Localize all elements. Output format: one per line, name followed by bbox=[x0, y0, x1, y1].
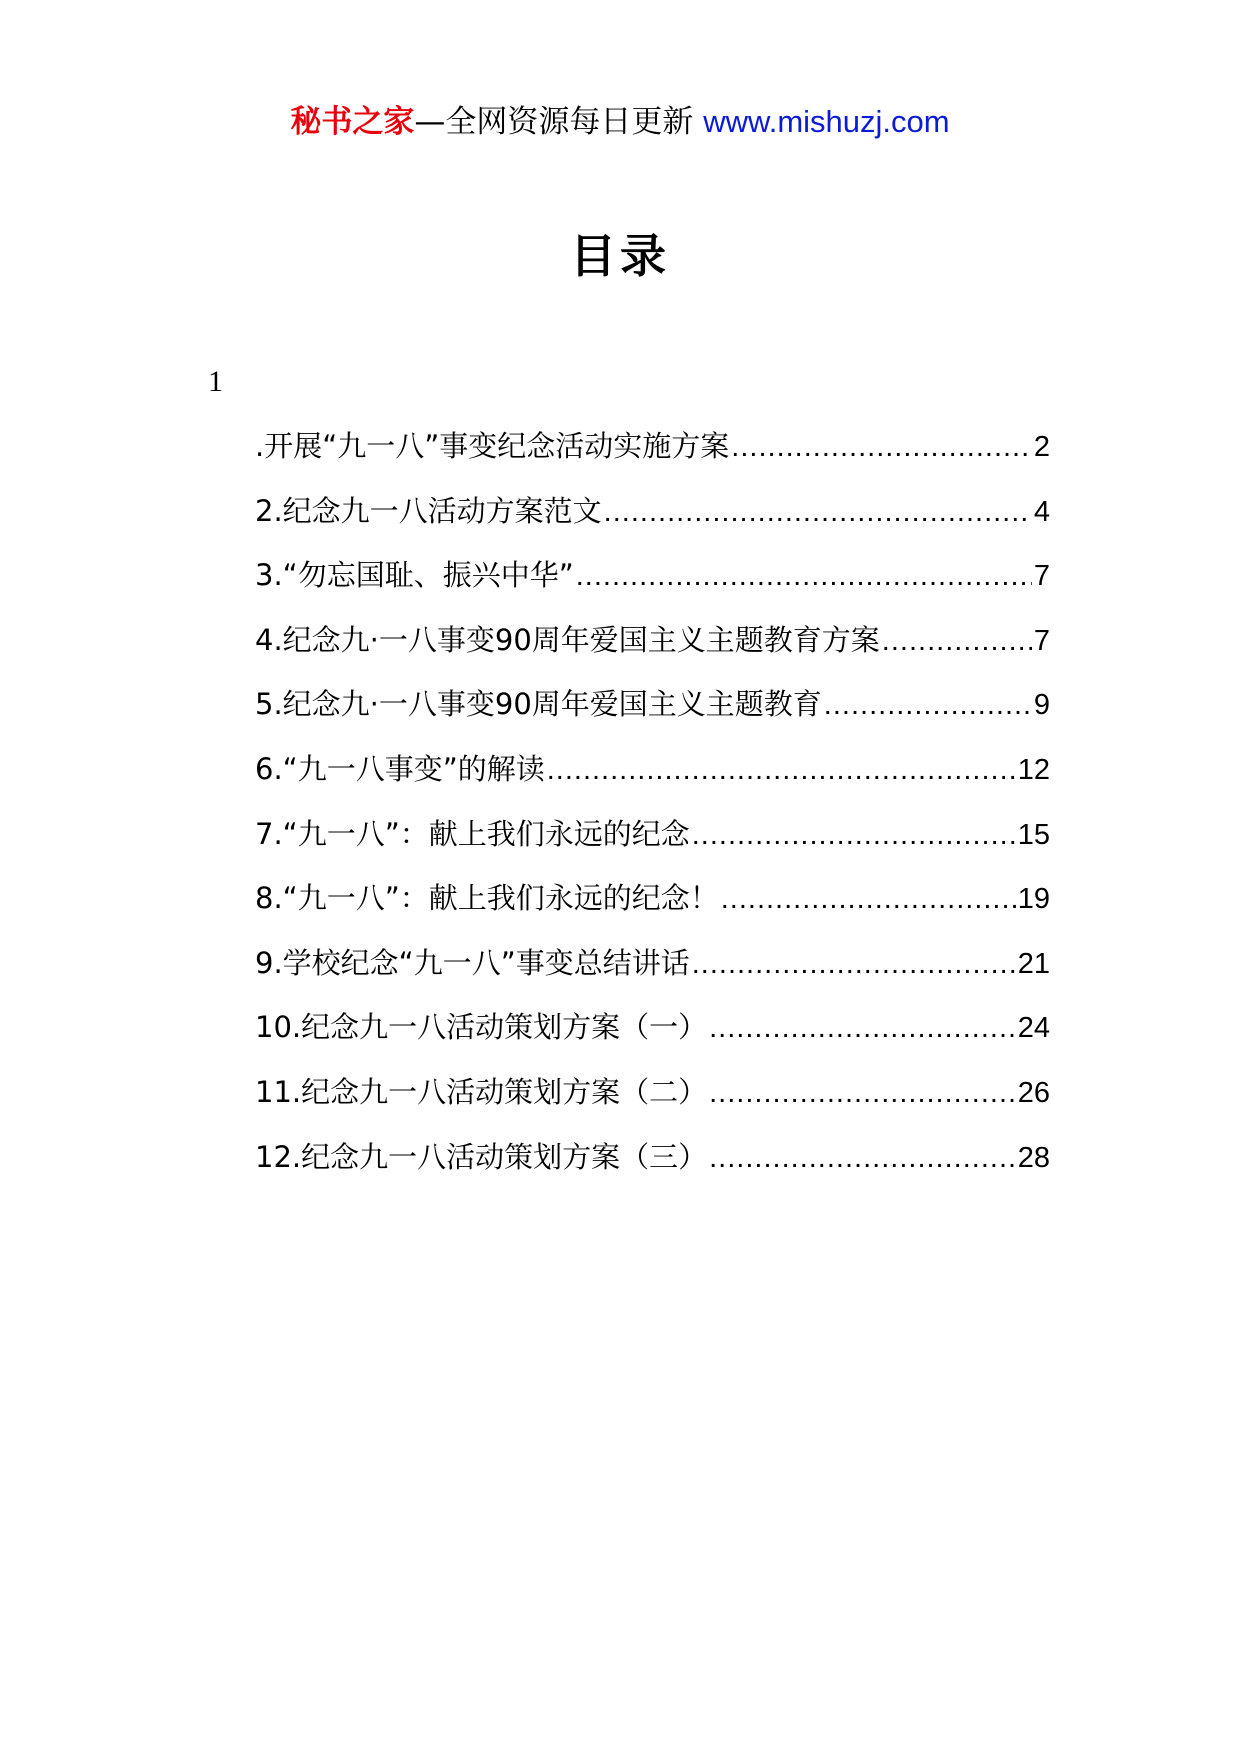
table-of-contents bbox=[255, 426, 1050, 1201]
toc-item-3[interactable] bbox=[255, 555, 1050, 620]
toc-item-label: 6.“九一八事变”的解读 bbox=[255, 751, 545, 786]
toc-item-page: 7 bbox=[1033, 560, 1050, 593]
toc-item-page: 4 bbox=[1033, 495, 1050, 528]
toc-item-10[interactable] bbox=[255, 1007, 1050, 1072]
toc-dot-leader bbox=[576, 556, 1032, 596]
page-header bbox=[0, 100, 1240, 144]
header-url-link[interactable]: www.mishuzj.com bbox=[703, 104, 950, 139]
toc-item-page: 26 bbox=[1017, 1076, 1050, 1109]
toc-dot-leader bbox=[709, 1138, 1016, 1178]
toc-item-11[interactable] bbox=[255, 1072, 1050, 1137]
toc-item-label: 5.纪念九·一八事变90周年爱国主义主题教育 bbox=[255, 687, 822, 722]
toc-item-label: 8.“九一八”：献上我们永远的纪念！ bbox=[255, 881, 719, 916]
toc-dot-leader bbox=[731, 427, 1032, 467]
toc-item-label: 11.纪念九一八活动策划方案（二） bbox=[255, 1074, 708, 1109]
toc-item-page: 28 bbox=[1017, 1141, 1050, 1174]
toc-item-6[interactable] bbox=[255, 749, 1050, 814]
toc-item-7[interactable] bbox=[255, 814, 1050, 879]
toc-dot-leader bbox=[604, 492, 1032, 532]
toc-dot-leader bbox=[547, 750, 1016, 790]
toc-item-2[interactable] bbox=[255, 491, 1050, 556]
toc-item-label: .开展“九一八”事变纪念活动实施方案 bbox=[255, 429, 730, 463]
toc-dot-leader bbox=[692, 815, 1016, 855]
toc-item-12[interactable] bbox=[255, 1137, 1050, 1202]
toc-item-page: 9 bbox=[1033, 689, 1050, 722]
toc-item-page: 15 bbox=[1017, 818, 1050, 851]
toc-dot-leader bbox=[882, 621, 1032, 661]
toc-item-label: 9.学校纪念“九一八”事变总结讲话 bbox=[255, 945, 690, 980]
toc-item-4[interactable] bbox=[255, 620, 1050, 685]
toc-dot-leader bbox=[709, 1008, 1016, 1048]
toc-item-page: 21 bbox=[1017, 947, 1050, 980]
toc-item-label: 12.纪念九一八活动策划方案（三） bbox=[255, 1139, 708, 1174]
toc-dot-leader bbox=[824, 685, 1032, 725]
toc-item-label: 7.“九一八”：献上我们永远的纪念 bbox=[255, 816, 690, 851]
toc-item-page: 19 bbox=[1017, 883, 1050, 916]
toc-item-page: 7 bbox=[1033, 624, 1050, 657]
toc-dot-leader bbox=[721, 879, 1016, 919]
page-title: 目录 bbox=[570, 229, 670, 283]
brand-name: 秘书之家 bbox=[290, 104, 415, 140]
toc-item-page: 2 bbox=[1033, 431, 1050, 463]
toc-item-8[interactable] bbox=[255, 878, 1050, 943]
toc-dot-leader bbox=[709, 1073, 1016, 1113]
toc-item-page: 12 bbox=[1017, 753, 1050, 786]
toc-item-label: 3.“勿忘国耻、振兴中华” bbox=[255, 558, 574, 593]
section-number: 1 bbox=[208, 365, 223, 398]
toc-item-label: 10.纪念九一八活动策划方案（一） bbox=[255, 1010, 708, 1045]
toc-item-label: 2.纪念九一八活动方案范文 bbox=[255, 493, 602, 528]
toc-item-9[interactable] bbox=[255, 943, 1050, 1008]
toc-dot-leader bbox=[692, 944, 1016, 984]
toc-item-5[interactable] bbox=[255, 684, 1050, 749]
toc-item-label: 4.纪念九·一八事变90周年爱国主义主题教育方案 bbox=[255, 622, 880, 657]
toc-item-1[interactable] bbox=[255, 426, 1050, 491]
header-slogan: —全网资源每日更新 bbox=[414, 104, 704, 140]
toc-item-page: 24 bbox=[1017, 1012, 1050, 1045]
